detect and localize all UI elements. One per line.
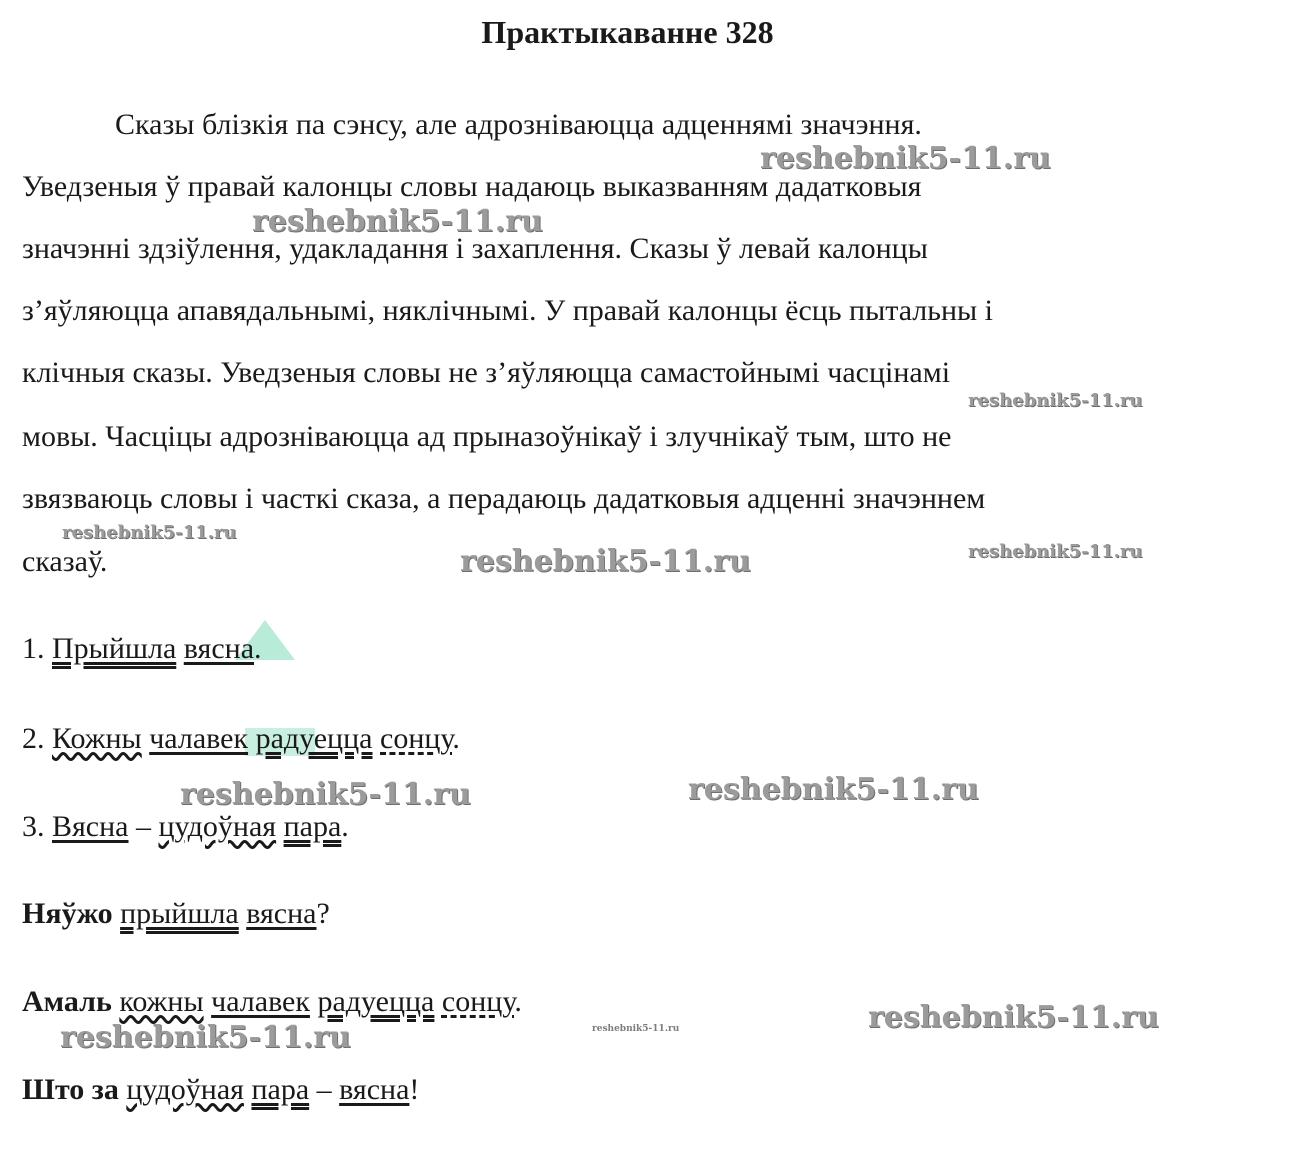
object: сонцу — [380, 722, 453, 755]
attribute: цудоўная — [126, 1073, 244, 1106]
paragraph-line: сказаў. — [22, 545, 108, 578]
sentence-2: 2. Кожны чалавек радуецца сонцу. — [22, 722, 460, 755]
attribute: Кожны — [52, 722, 142, 755]
sentence-1: 1. Прыйшла вясна. — [22, 632, 262, 665]
predicate: радуецца — [317, 985, 435, 1018]
watermark: reshebnik5-11.ru — [460, 544, 751, 579]
paragraph-line: Сказы блізкія па сэнсу, але адрозніваюцца адценнямі значэння. — [115, 108, 922, 141]
paragraph-line: клічныя сказы. Уведзеныя словы не з’яўляюцца самастойнымі часцінамі — [22, 356, 951, 389]
predicate: Прыйшла — [52, 632, 177, 665]
sentence-4: Няўжо прыйшла вясна? — [22, 897, 330, 930]
sentence-6: Што за цудоўная пара – вясна! — [22, 1073, 420, 1106]
watermark: reshebnik5-11.ru — [252, 204, 543, 239]
subject: чалавек — [211, 985, 310, 1018]
watermark: reshebnik5-11.ru — [60, 1020, 351, 1055]
watermark: reshebnik5-11.ru — [688, 772, 979, 807]
watermark: reshebnik5-11.ru — [868, 1000, 1159, 1035]
watermark: reshebnik5-11.ru — [760, 141, 1051, 176]
paragraph-line: звязваюць словы і часткі сказа, а перадаюць дадатковыя адценні значэннем — [22, 482, 986, 515]
sentence-number: 3. — [22, 810, 52, 843]
page-title: Практыкаванне 328 — [481, 14, 774, 50]
subject: вясна — [339, 1073, 410, 1106]
predicate: пара — [251, 1073, 310, 1106]
particle: Няўжо — [22, 897, 113, 930]
sentence-number: 1. — [22, 632, 52, 665]
sentence-5: Амаль кожны чалавек радуецца сонцу. — [22, 985, 522, 1018]
object: сонцу — [441, 985, 515, 1018]
watermark: reshebnik5-11.ru — [180, 777, 471, 812]
sentence-number: 2. — [22, 722, 52, 755]
particle: Амаль — [22, 985, 112, 1018]
predicate: радуецца — [255, 722, 373, 755]
paragraph-line: мовы. Часціцы адрозніваюцца ад прыназоўнікаў і злучнікаў тым, што не — [22, 420, 952, 453]
paragraph-line: Уведзеныя ў правай калонцы словы надаюць выказванням дадатковыя — [22, 170, 922, 203]
watermark: reshebnik5-11.ru — [968, 390, 1143, 411]
predicate: пара — [283, 810, 342, 843]
attribute: цудоўная — [158, 810, 277, 843]
subject: вясна — [183, 632, 255, 665]
predicate: прыйшла — [120, 897, 239, 930]
subject: Вясна — [52, 810, 129, 843]
watermark: reshebnik5-11.ru — [968, 541, 1143, 562]
attribute: кожны — [119, 985, 204, 1018]
subject: чалавек — [149, 722, 249, 755]
paragraph-line: з’яўляюцца апавядальнымі, няклічнымі. У правай калонцы ёсць пытальны і — [22, 294, 994, 327]
particle: Што за — [22, 1073, 119, 1106]
paragraph-line: значэнні здзіўлення, удакладання і захаплення. Сказы ў левай калонцы — [22, 232, 928, 265]
watermark: reshebnik5-11.ru — [62, 522, 237, 543]
sentence-3: 3. Вясна – цудоўная пара. — [22, 810, 349, 843]
watermark: reshebnik5-11.ru — [592, 1024, 680, 1034]
subject: вясна — [246, 897, 317, 930]
